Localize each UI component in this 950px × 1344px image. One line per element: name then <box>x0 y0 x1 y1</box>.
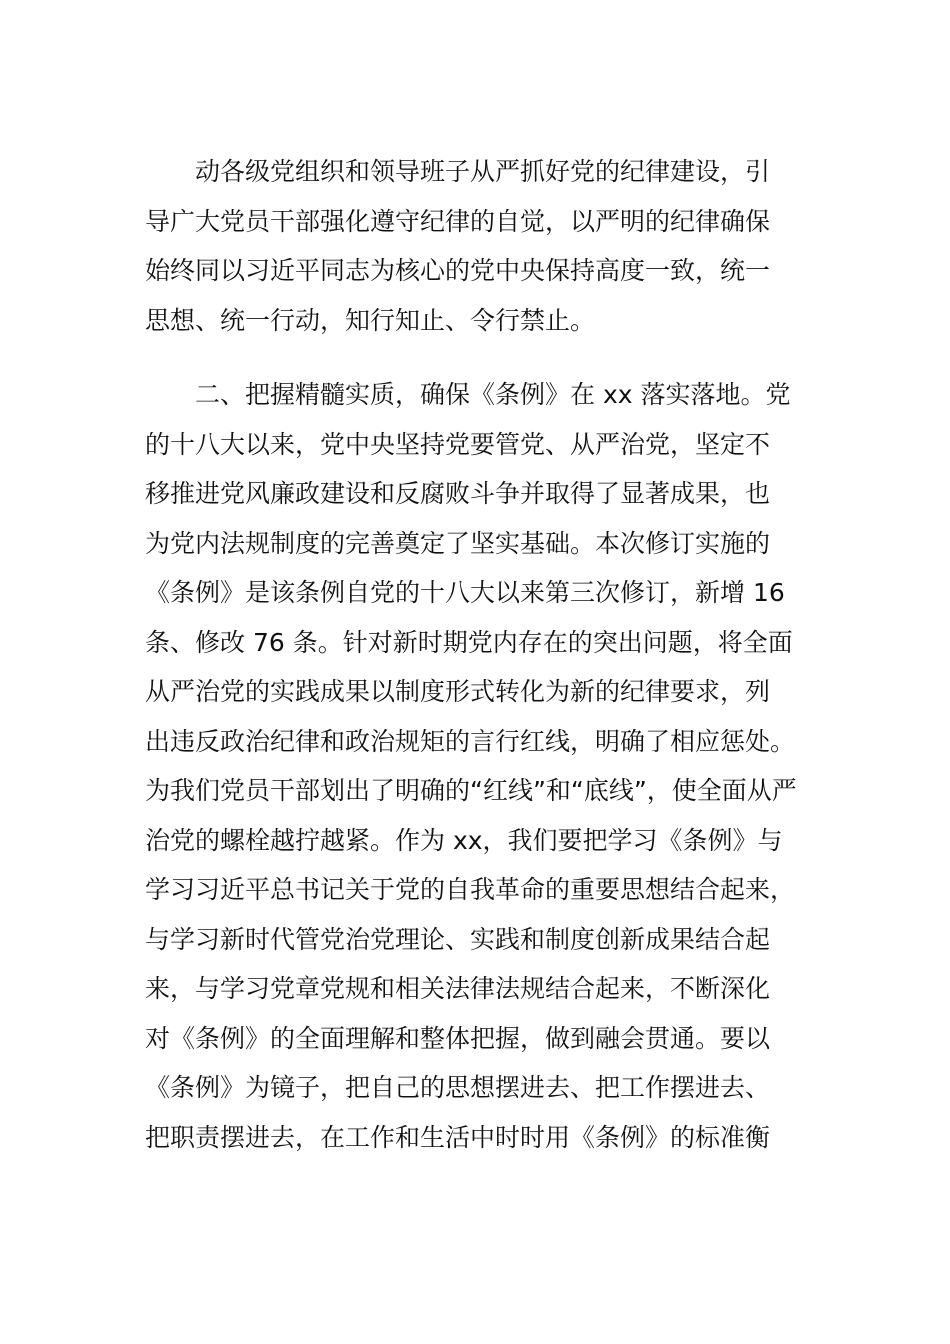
paragraph-line: 把职责摆进去，在工作和生活中时时用《条例》的标准衡 <box>145 1122 771 1152</box>
paragraph-2 <box>145 370 805 1162</box>
paragraph-line: 导广大党员干部强化遵守纪律的自觉，以严明的纪律确保 <box>145 206 771 236</box>
paragraph-line: 出违反政治纪律和政治规矩的言行红线，明确了相应惩处。 <box>145 726 796 756</box>
paragraph-line: 二、把握精髓实质，确保《条例》在 xx 落实落地。党 <box>145 380 791 409</box>
paragraph-line: 对《条例》的全面理解和整体把握，做到融会贯通。要以 <box>145 1023 771 1053</box>
paragraph-line: 始终同以习近平同志为核心的党中央保持高度一致，统一 <box>145 256 771 285</box>
paragraph-line: 与学习新时代管党治党理论、实践和制度创新成果结合起 <box>145 924 771 954</box>
paragraph-1 <box>145 147 805 345</box>
paragraph-line: 条、修改 76 条。针对新时期党内存在的突出问题，将全面 <box>145 627 793 657</box>
paragraph-line: 的十八大以来，党中央坚持党要管党、从严治党，坚定不 <box>145 429 771 459</box>
paragraph-line: 动各级党组织和领导班子从严抓好党的纪律建设，引 <box>145 157 771 186</box>
paragraph-line: 从严治党的实践成果以制度形式转化为新的纪律要求，列 <box>145 677 771 706</box>
paragraph-line: 学习习近平总书记关于党的自我革命的重要思想结合起来， <box>145 875 796 904</box>
paragraph-line: 《条例》为镜子，把自己的思想摆进去、把工作摆进去、 <box>145 1073 771 1102</box>
paragraph-line: 思想、统一行动，知行知止、令行禁止。 <box>145 305 596 335</box>
paragraph-line: 为我们党员干部划出了明确的“红线”和“底线”，使全面从严 <box>145 776 797 805</box>
paragraph-line: 治党的螺栓越拧越紧。作为 xx，我们要把学习《条例》与 <box>145 825 783 855</box>
paragraph-line: 为党内法规制度的完善奠定了坚实基础。本次修订实施的 <box>145 528 771 558</box>
paragraph-line: 移推进党风廉政建设和反腐败斗争并取得了显著成果，也 <box>145 479 771 508</box>
paragraph-line: 来，与学习党章党规和相关法律法规结合起来，不断深化 <box>145 974 771 1003</box>
paragraph-line: 《条例》是该条例自党的十八大以来第三次修订，新增 16 <box>145 578 785 607</box>
